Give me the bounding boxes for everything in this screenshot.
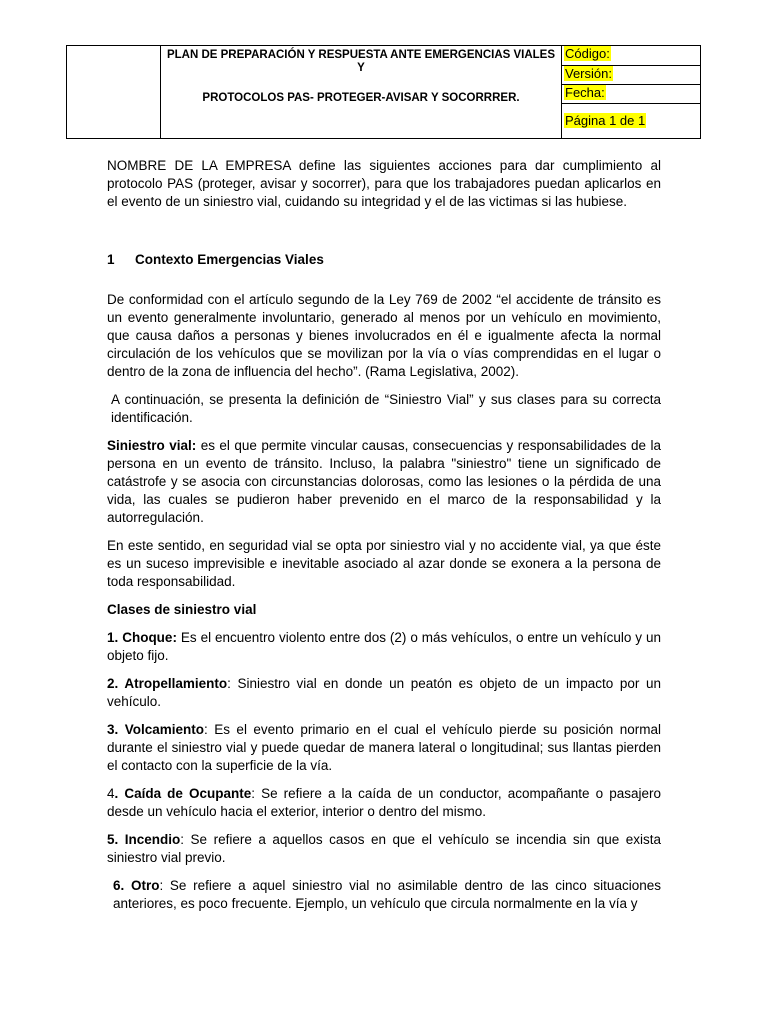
class-text: Es el encuentro violento entre dos (2) o más vehículos, o entre un vehículo y un objeto fijo. [107, 630, 661, 663]
class-term: . Caída de Ocupante [114, 786, 252, 801]
class-item [107, 831, 661, 867]
class-item [107, 721, 661, 775]
siniestro-term: Siniestro vial: [107, 438, 197, 453]
code-cell [562, 46, 701, 66]
document-header-table [66, 45, 701, 139]
class-term: 5. Incendio [107, 832, 181, 847]
class-text: : Siniestro vial en donde un peatón es objeto de un impacto por un vehículo. [107, 676, 661, 709]
class-item [107, 675, 661, 711]
class-term: 2. Atropellamiento [107, 676, 228, 691]
section-number: 1 [107, 252, 115, 267]
class-item [107, 785, 661, 821]
siniestro-definition: es el que permite vincular causas, consecuencias y responsabilidades de la persona en un evento de tránsito. Incluso, la palabra "siniestro" tiene un significado de catástrofe y se asocia con circunstancias dolorosas, como las lesiones o la pérdida de una vida, las cuales se pudieron haber prevenido en el marco de la responsabilidad y la autorregulación. [107, 438, 661, 525]
intro-paragraph: NOMBRE DE LA EMPRESA define las siguientes acciones para dar cumplimiento al protocolo PAS (proteger, avisar y socorrer), para que los trabajadores puedan aplicarlos en el evento de un siniestro vial, cuidando su integridad y el de las victimas si las hubiese. [107, 158, 661, 209]
classes-heading: Clases de siniestro vial [107, 602, 257, 617]
class-text: : Se refiere a aquellos casos en que el vehículo se incendia sin que exista siniestro vial previo. [107, 832, 661, 865]
version-cell [562, 66, 701, 85]
class-prefix: 4 [107, 786, 115, 801]
code-label: Código: [565, 46, 610, 61]
section-heading [107, 251, 661, 269]
class-text: : Se refiere a la caída de un conductor, acompañante o pasajero desde un vehículo hacia el exterior, interior o dentro del mismo. [107, 786, 661, 819]
page-number-label: Página 1 de 1 [565, 113, 646, 128]
version-label: Versión: [565, 66, 612, 81]
class-term: 6. Otro [113, 878, 160, 893]
date-cell [562, 85, 701, 104]
document-title-line-3: PROTOCOLOS PAS- PROTEGER-AVISAR Y SOCORRRER. [202, 92, 520, 104]
document-body [107, 157, 661, 923]
continuacion-paragraph: A continuación, se presenta la definición de “Siniestro Vial” y sus clases para su correcta identificación. [111, 392, 661, 425]
page-number-cell [562, 104, 701, 139]
class-term: 3. Volcamiento [107, 722, 204, 737]
date-label: Fecha: [565, 85, 605, 100]
document-title-line-2: Y [357, 62, 365, 74]
class-item [107, 629, 661, 665]
sentido-paragraph: En este sentido, en seguridad vial se opta por siniestro vial y no accidente vial, ya que éste es un suceso imprevisible e inevitable asociado al azar donde se exonera a la persona de toda responsabilidad. [107, 538, 661, 589]
class-text: : Se refiere a aquel siniestro vial no asimilable dentro de las cinco situaciones anteriores, es poco frecuente. Ejemplo, un vehículo que circula normalmente en la vía y [113, 878, 661, 911]
document-title-cell [161, 46, 562, 139]
document-title-line-1: PLAN DE PREPARACIÓN Y RESPUESTA ANTE EMERGENCIAS VIALES [166, 49, 556, 61]
class-text: : Es el evento primario en el cual el vehículo pierde su posición normal durante el siniestro vial y puede quedar de manera lateral o longitudinal; sus llantas pierden el contacto con la superficie de la vía. [107, 722, 661, 773]
class-term: 1. Choque: [107, 630, 177, 645]
class-item [107, 877, 661, 913]
ley-paragraph: De conformidad con el artículo segundo de la Ley 769 de 2002 “el accidente de tránsito es un evento generalmente involuntario, generado al menos por un vehículo en movimiento, que causa daños a personas y bienes involucrados en él e igualmente afecta la normal circulación de los vehículos que se movilizan por la vía o vías comprendidas en el lugar o dentro de la zona de influencia del hecho”. (Rama Legislativa, 2002). [107, 292, 661, 379]
logo-placeholder-cell [67, 46, 161, 139]
siniestro-definition-paragraph [107, 437, 661, 527]
section-title: Contexto Emergencias Viales [135, 252, 324, 267]
